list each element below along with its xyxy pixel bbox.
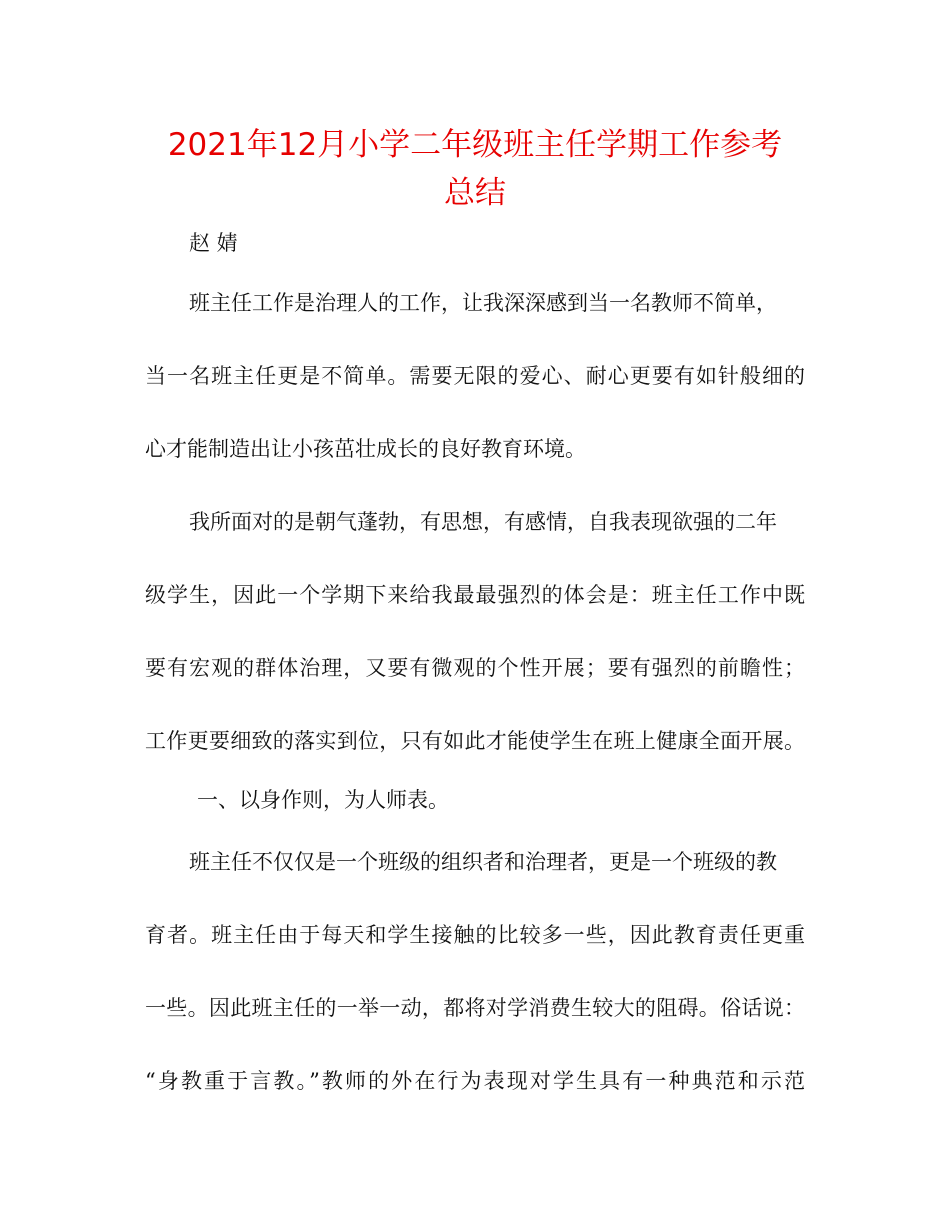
paragraph-line: 心才能制造出让小孩茁壮成长的良好教育环境。 (145, 437, 586, 461)
paragraph-line: 育者。班主任由于每天和学生接触的比较多一些，因此教育责任更重 (145, 923, 805, 947)
paragraph-line: 我所面对的是朝气蓬勃，有思想，有感情，自我表现欲强的二年 (189, 510, 777, 534)
paragraph-line: 工作更要细致的落实到位，只有如此才能使学生在班上健康全面开展。 (145, 729, 805, 753)
paragraph-line: 班主任不仅仅是一个班级的组织者和治理者，更是一个班级的教 (189, 850, 777, 874)
paragraph-line: 一些。因此班主任的一举一动，都将对学消费生较大的阻碍。俗话说： (145, 996, 805, 1020)
section-heading: 一、以身作则，为人师表。 (197, 788, 449, 812)
document-title-line-2: 总结 (444, 175, 506, 211)
author-name: 赵 婧 (189, 231, 238, 255)
paragraph-line: 班主任工作是治理人的工作，让我深深感到当一名教师不简单， (189, 291, 777, 315)
paragraph-line: 级学生，因此一个学期下来给我最最强烈的体会是：班主任工作中既 (145, 583, 805, 607)
paragraph-line: “身教重于言教。”教师的外在行为表现对学生具有一种典范和示范 (145, 1069, 805, 1093)
paragraph-line: 当一名班主任更是不简单。需要无限的爱心、耐心更要有如针般细的 (145, 364, 805, 388)
paragraph-line: 要有宏观的群体治理，又要有微观的个性开展；要有强烈的前瞻性； (145, 656, 805, 680)
document-title-line-1: 2021年12月小学二年级班主任学期工作参考 (167, 127, 783, 163)
